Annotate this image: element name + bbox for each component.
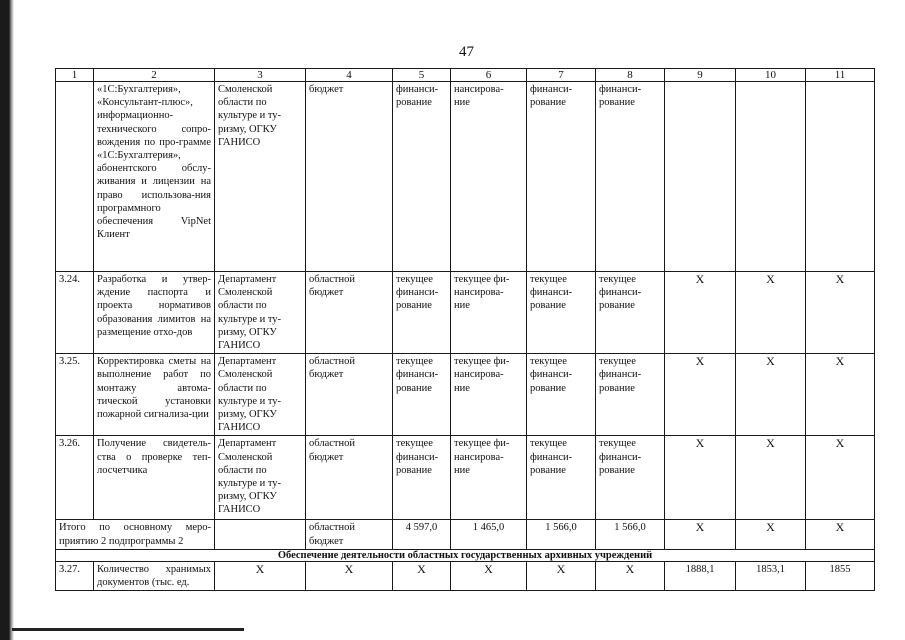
- funding-year3-cell: финанси- рование: [596, 82, 665, 272]
- indicator-year3-cell: Х: [806, 520, 875, 549]
- funding-year2-cell: финанси- рование: [527, 82, 596, 272]
- indicator-year1-cell: Х: [665, 520, 736, 549]
- funding-year1-cell: текущее фи- нансирова- ние: [451, 354, 527, 436]
- indicator-year2-cell: Х: [736, 436, 806, 520]
- funding-total-cell: текущее финанси- рование: [393, 354, 451, 436]
- indicator-year1-cell: 1888,1: [665, 561, 736, 590]
- funding-year3-cell: текущее финанси- рование: [596, 436, 665, 520]
- indicator-year2-cell: Х: [736, 272, 806, 354]
- table-row-continuation: [56, 82, 875, 272]
- footnote-rule: [12, 628, 244, 631]
- activity-name-cell: Количество хранимых документов (тыс. ед.: [94, 561, 215, 590]
- total-label-line-1: Итого по основному меро-: [59, 522, 211, 534]
- activity-name-cell: Разработка и утвер-ждение паспорта и проекта нормативов образования лимитов на размещение отхо-дов: [94, 272, 215, 354]
- executor-cell: Департамент Смоленской области по культуре и ту- ризму, ОГКУ ГАНИСО: [215, 436, 306, 520]
- item-number-cell: 3.24.: [56, 272, 94, 354]
- section-heading-row: [56, 549, 875, 561]
- funding-total-cell: Х: [393, 561, 451, 590]
- column-number-cell: 1: [56, 69, 94, 82]
- indicator-year2-cell: 1853,1: [736, 561, 806, 590]
- table-row-3-24: [56, 272, 875, 354]
- funding-year1-cell: текущее фи- нансирова- ние: [451, 272, 527, 354]
- column-number-cell: 3: [215, 69, 306, 82]
- funding-year1-cell: 1 465,0: [451, 520, 527, 549]
- funding-year2-cell: текущее финанси- рование: [527, 272, 596, 354]
- executor-cell: Департамент Смоленской области по культуре и ту- ризму, ОГКУ ГАНИСО: [215, 272, 306, 354]
- column-number-cell: 10: [736, 69, 806, 82]
- funding-year1-cell: Х: [451, 561, 527, 590]
- indicator-year1-cell: Х: [665, 436, 736, 520]
- executor-cell: Х: [215, 561, 306, 590]
- funding-year3-cell: текущее финанси- рование: [596, 272, 665, 354]
- indicator-year1-cell: Х: [665, 272, 736, 354]
- activity-name-cell: Корректировка сметы на выполнение работ по монтажу автома-тической установки пожарной сигнализа-ции: [94, 354, 215, 436]
- page-number: 47: [459, 44, 474, 60]
- indicator-year3-cell: [806, 82, 875, 272]
- column-number-cell: 6: [451, 69, 527, 82]
- funding-year2-cell: 1 566,0: [527, 520, 596, 549]
- funding-year1-cell: текущее фи- нансирова- ние: [451, 436, 527, 520]
- funding-source-cell: Х: [306, 561, 393, 590]
- indicator-year2-cell: Х: [736, 354, 806, 436]
- funding-source-cell: областной бюджет: [306, 436, 393, 520]
- column-number-cell: 8: [596, 69, 665, 82]
- executor-cell: [215, 520, 306, 549]
- total-label-line-2: приятию 2 подпрограммы 2: [59, 535, 184, 547]
- funding-year3-cell: Х: [596, 561, 665, 590]
- funding-year3-cell: 1 566,0: [596, 520, 665, 549]
- indicator-year3-cell: Х: [806, 272, 875, 354]
- funding-source-cell: областной бюджет: [306, 520, 393, 549]
- funding-total-cell: текущее финанси- рование: [393, 272, 451, 354]
- activity-name-cell: «1С:Бухгалтерия», «Консультант-плюс», информационно-технического сопро-вождения по про-грамме «1С:Бухгалтерия», абонентского обслу-живания и лицензии на право использова-ния программного обеспечения VipNet Клиент: [94, 82, 215, 272]
- executor-cell: Смоленской области по культуре и ту- ризму, ОГКУ ГАНИСО: [215, 82, 306, 272]
- column-number-cell: 11: [806, 69, 875, 82]
- table-row-3-27: [56, 561, 875, 590]
- activity-name-cell: Получение свидетель-ства о проверке теп-лосчетчика: [94, 436, 215, 520]
- indicator-year3-cell: 1855: [806, 561, 875, 590]
- column-number-cell: 5: [393, 69, 451, 82]
- table-row-3-25: [56, 354, 875, 436]
- column-number-cell: 4: [306, 69, 393, 82]
- indicator-year2-cell: Х: [736, 520, 806, 549]
- indicator-year3-cell: Х: [806, 354, 875, 436]
- funding-year3-cell: текущее финанси- рование: [596, 354, 665, 436]
- total-row: [56, 520, 875, 549]
- item-number-cell: 3.27.: [56, 561, 94, 590]
- funding-year1-cell: нансирова- ние: [451, 82, 527, 272]
- program-activities-table: [55, 68, 875, 591]
- section-heading: Обеспечение деятельности областных государственных архивных учреждений: [56, 549, 875, 561]
- scan-shadow-edge: [0, 0, 14, 640]
- indicator-year3-cell: Х: [806, 436, 875, 520]
- funding-source-cell: бюджет: [306, 82, 393, 272]
- column-number-row: [56, 69, 875, 82]
- column-number-cell: 7: [527, 69, 596, 82]
- indicator-year1-cell: [665, 82, 736, 272]
- funding-source-cell: областной бюджет: [306, 354, 393, 436]
- funding-year2-cell: текущее финанси- рование: [527, 436, 596, 520]
- funding-total-cell: финанси- рование: [393, 82, 451, 272]
- table-row-3-26: [56, 436, 875, 520]
- funding-year2-cell: Х: [527, 561, 596, 590]
- funding-year2-cell: текущее финанси- рование: [527, 354, 596, 436]
- executor-cell: Департамент Смоленской области по культуре и ту- ризму, ОГКУ ГАНИСО: [215, 354, 306, 436]
- item-number-cell: [56, 82, 94, 272]
- funding-source-cell: областной бюджет: [306, 272, 393, 354]
- total-label-cell: [56, 520, 215, 549]
- item-number-cell: 3.25.: [56, 354, 94, 436]
- funding-total-cell: 4 597,0: [393, 520, 451, 549]
- funding-total-cell: текущее финанси- рование: [393, 436, 451, 520]
- indicator-year1-cell: Х: [665, 354, 736, 436]
- item-number-cell: 3.26.: [56, 436, 94, 520]
- column-number-cell: 9: [665, 69, 736, 82]
- column-number-cell: 2: [94, 69, 215, 82]
- indicator-year2-cell: [736, 82, 806, 272]
